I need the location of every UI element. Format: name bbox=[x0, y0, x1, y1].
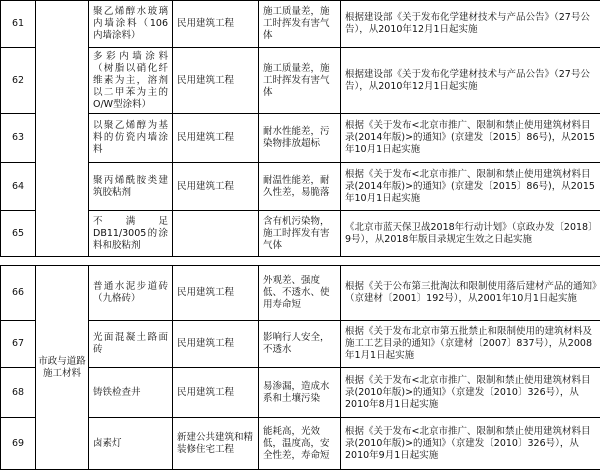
legal-basis: 根据《关于发布北京市第五批禁止和限制使用的建筑材料及施工工艺目录的通知》（京建材〔2007〕837号），从2008年1月1日起实施 bbox=[341, 321, 600, 368]
table-row bbox=[1, 321, 600, 368]
material-name: 以聚乙烯醇为基料的仿瓷内墙涂料 bbox=[89, 114, 173, 163]
table-row bbox=[1, 163, 600, 211]
legal-basis: 根据建设部《关于发布化学建材技术与产品公告》（27号公告），从2010年12月1日起实施 bbox=[341, 1, 600, 48]
legal-basis: 根据《关于发布<北京市推广、限制和禁止使用建筑材料目录(2010年版)>的通知》（京建发〔2010〕326号），从2010年9月1日起实施 bbox=[341, 418, 600, 470]
table-row bbox=[1, 368, 600, 418]
material-name: 卤素灯 bbox=[89, 418, 173, 470]
restriction-reason: 影响行人安全，不透水 bbox=[259, 321, 341, 368]
material-name: 聚乙烯醇水玻璃内墙涂料（106内墙涂料） bbox=[89, 1, 173, 48]
table-row bbox=[1, 418, 600, 470]
restriction-reason: 耐水性能差，污染物排放超标 bbox=[259, 114, 341, 163]
restriction-reason: 施工质量差，施工时挥发有害气体 bbox=[259, 1, 341, 48]
restriction-reason: 含有机污染物，施工时挥发有害气体 bbox=[259, 211, 341, 257]
restricted-scope: 民用建筑工程 bbox=[173, 114, 259, 163]
legal-basis: 根据《关于公布第三批淘汰和限制使用落后建材产品的通知》（京建材〔2001〕192号），从2001年10月1日起实施 bbox=[341, 266, 600, 321]
row-number: 69 bbox=[1, 418, 36, 470]
row-number: 67 bbox=[1, 321, 36, 368]
restriction-reason: 能耗高，光效低，温度高，安全性差，寿命短 bbox=[259, 418, 341, 470]
restricted-scope: 民用建筑工程 bbox=[173, 1, 259, 48]
row-number: 64 bbox=[1, 163, 36, 211]
table-row bbox=[1, 211, 600, 257]
page-gap bbox=[0, 257, 600, 265]
category-cell bbox=[36, 1, 89, 257]
restricted-scope: 民用建筑工程 bbox=[173, 163, 259, 211]
row-number: 66 bbox=[1, 266, 36, 321]
restriction-reason: 外观差、强度低、不透水、使用寿命短 bbox=[259, 266, 341, 321]
restricted-scope: 民用建筑工程 bbox=[173, 48, 259, 114]
row-number: 61 bbox=[1, 1, 36, 48]
restricted-scope: 民用建筑工程 bbox=[173, 321, 259, 368]
restriction-reason: 耐温性能差，耐久性差，易脆落 bbox=[259, 163, 341, 211]
restricted-scope bbox=[173, 211, 259, 257]
restriction-reason: 施工质量差，施工时挥发有害气体 bbox=[259, 48, 341, 114]
table-row bbox=[1, 1, 600, 48]
row-number: 65 bbox=[1, 211, 36, 257]
material-name: 多彩内墙涂料（树脂以硝化纤维素为主，溶剂以二甲苯为主的O/W型涂料） bbox=[89, 48, 173, 114]
restricted-materials-table-lower bbox=[0, 265, 600, 470]
table-row bbox=[1, 48, 600, 114]
restricted-scope: 民用建筑工程 bbox=[173, 368, 259, 418]
table-row bbox=[1, 266, 600, 321]
legal-basis: 根据《关于发布<北京市推广、限制和禁止使用建筑材料目录(2014年版)>的通知》(京建发〔2015〕86号)，从2015年10月1日起实施 bbox=[341, 114, 600, 163]
restricted-scope: 新建公共建筑和精装修住宅工程 bbox=[173, 418, 259, 470]
legal-basis: 根据建设部《关于发布化学建材技术与产品公告》（27号公告），从2010年12月1日起实施 bbox=[341, 48, 600, 114]
legal-basis: 根据《关于发布<北京市推广、限制和禁止使用建筑材料目录(2014年版)>的通知》(京建发〔2015〕86号)，从2015年10月1日起实施 bbox=[341, 163, 600, 211]
restriction-reason: 易渗漏，造成水系和土壤污染 bbox=[259, 368, 341, 418]
material-name: 聚丙烯酰胺类建筑胶粘剂 bbox=[89, 163, 173, 211]
material-name: 不满足DB11/3005的涂料和胶粘剂 bbox=[89, 211, 173, 257]
row-number: 62 bbox=[1, 48, 36, 114]
material-name: 光面混凝土路面砖 bbox=[89, 321, 173, 368]
legal-basis: 根据《关于发布<北京市推广、限制和禁止使用建筑材料目录(2010年版)>的通知》（京建发〔2010〕326号），从2010年8月1日起实施 bbox=[341, 368, 600, 418]
table-row bbox=[1, 114, 600, 163]
legal-basis: 《北京市蓝天保卫战2018年行动计划》（京政办发〔2018〕9号），从2018年版目录规定生效之日起实施 bbox=[341, 211, 600, 257]
material-name: 普通水泥步道砖（九格砖） bbox=[89, 266, 173, 321]
row-number: 63 bbox=[1, 114, 36, 163]
row-number: 68 bbox=[1, 368, 36, 418]
material-name: 铸铁检查井 bbox=[89, 368, 173, 418]
category-cell: 市政与道路施工材料 bbox=[36, 266, 89, 470]
restricted-scope: 民用建筑工程 bbox=[173, 266, 259, 321]
